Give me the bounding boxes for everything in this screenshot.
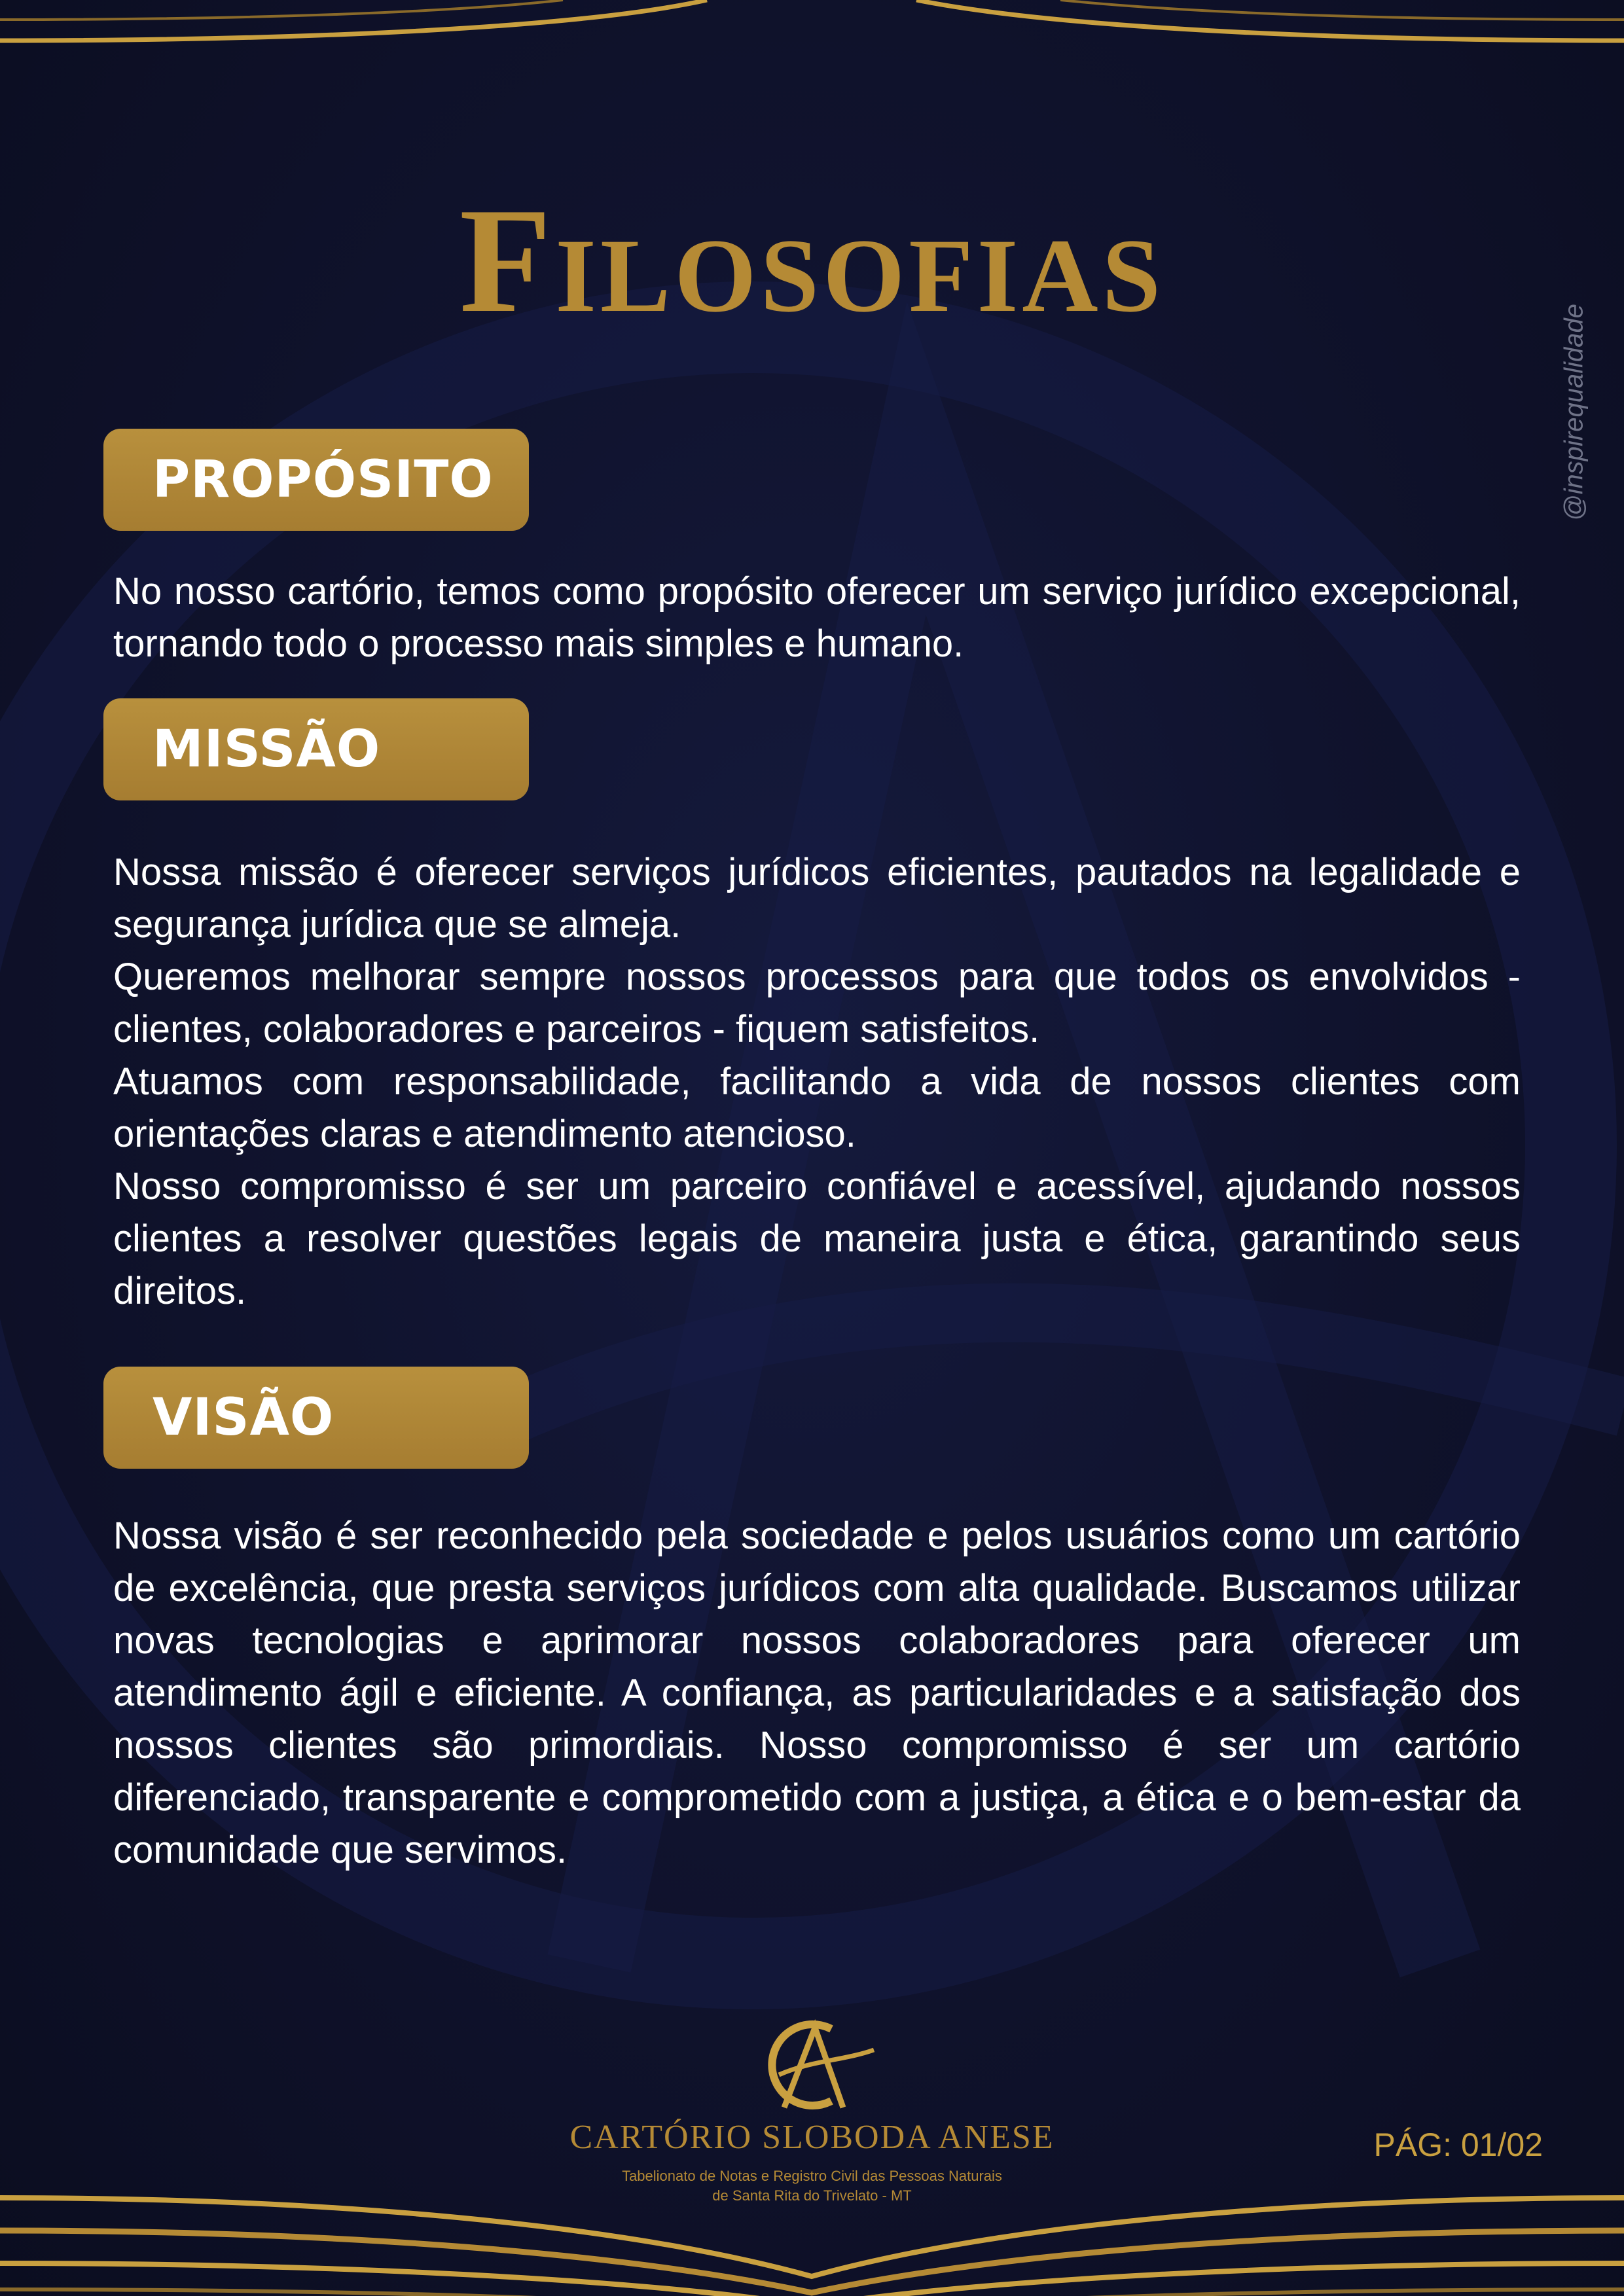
top-gold-wave [0, 0, 1624, 59]
missao-heading: MISSÃO [153, 720, 381, 779]
page-number: PÁG: 01/02 [1373, 2126, 1543, 2163]
missao-paragraph: Nossa missão é oferecer serviços jurídicos eficientes, pautados na legalidade e segurança jurídica que se almeja. [113, 851, 1521, 946]
brand-name: CARTÓRIO SLOBODA ANESE [569, 2119, 1055, 2156]
missao-heading-badge [103, 698, 529, 800]
proposito-heading: PROPÓSITO [153, 450, 494, 509]
missao-text [113, 846, 1521, 1318]
proposito-heading-badge [103, 429, 529, 531]
side-handle-label [1555, 288, 1594, 537]
missao-paragraph: Atuamos com responsabilidade, facilitando a vida de nossos clientes com orientações claras e atendimento atencioso. [113, 1060, 1521, 1155]
missao-paragraph: Queremos melhorar sempre nossos processos para que todos os envolvidos - clientes, colaboradores e parceiros - fiquem satisfeitos. [113, 956, 1521, 1050]
bottom-gold-waves [0, 2126, 1624, 2296]
visao-heading-badge [103, 1367, 529, 1469]
page-title: Filosofias [459, 177, 1165, 344]
brand-subtitle-line: de Santa Rita do Trivelato - MT [712, 2187, 912, 2204]
ca-monogram-icon [733, 2009, 890, 2121]
side-handle-text: @inspirequalidade [1559, 304, 1589, 521]
visao-text: Nossa visão é ser reconhecido pela sociedade e pelos usuários como um cartório de excelência, que presta serviços jurídicos com alta qualidade. Buscamos utilizar novas tecnologias e aprimorar nossos colaboradores para oferecer um atendimento ágil e eficiente. A confiança, as particularidades e a satisfação dos nossos clientes são primordiais. Nosso compromisso é ser um cartório diferenciado, transparente e comprometido com a justiça, a ética e o bem-estar da comunidade que servimos. [113, 1515, 1521, 1871]
proposito-text: No nosso cartório, temos como propósito oferecer um serviço jurídico excepcional, tornando todo o processo mais simples e humano. [113, 570, 1521, 665]
missao-paragraph: Nosso compromisso é ser um parceiro confiável e acessível, ajudando nossos clientes a resolver questões legais de maneira justa e ética, garantindo seus direitos. [113, 1165, 1521, 1312]
brand-subtitle-line: Tabelionato de Notas e Registro Civil das Pessoas Naturais [622, 2168, 1002, 2184]
visao-heading: VISÃO [153, 1388, 334, 1447]
